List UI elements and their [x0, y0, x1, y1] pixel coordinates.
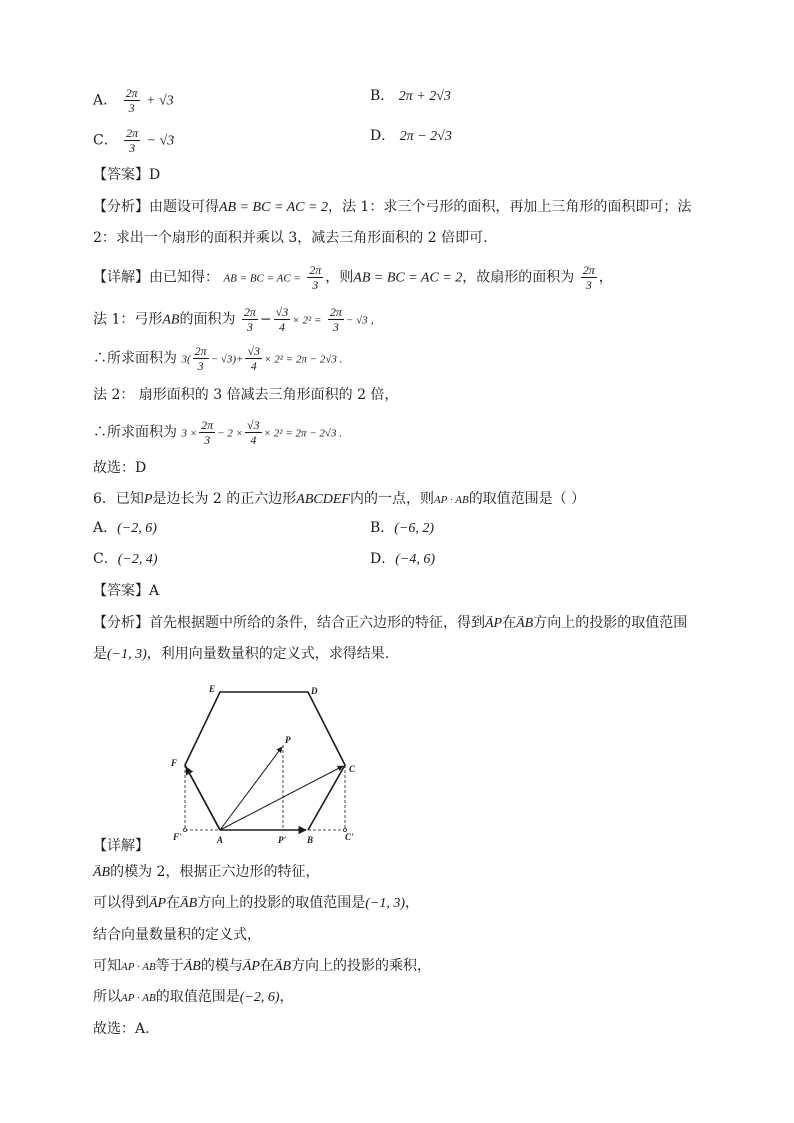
q5-method1-total: ∴所求面积为 3( $\frac{2\pi}{3}$ − √3)+ $\frac{√3}{4}$ × 2² = 2π − 2√3 .	[93, 344, 343, 373]
q6-analysis-line1: 【分析】首先根据题中所给的条件，结合正六边形的特征，得到→ AP在→ AB方向上的投影的取值范围	[93, 613, 687, 634]
option-d-label: D．	[370, 128, 396, 144]
q5-detail-line1: 【详解】由已知得： AB = BC = AC = $\frac{2\pi}{3}$ ，则AB = BC = AC = 2，故扇形的面积为 $\frac{2\pi}{3}$ ，	[93, 263, 613, 292]
vector-ac	[220, 766, 343, 830]
answer-value: D	[149, 167, 161, 183]
q6-detail-line4: 可知AP · AB等于→ AB的模与→ AP在→ AB方向上的投影的乘积，	[93, 956, 431, 977]
q6-detail-tag: 【详解】	[93, 838, 149, 854]
q6-answer: 【答案】A	[93, 583, 160, 599]
option-c-rest: − √3	[146, 133, 175, 149]
q6-analysis-line2: 是(−1, 3)，利用向量数量积的定义式，求得结果.	[93, 646, 390, 662]
answer-tag: 【答案】	[93, 167, 149, 183]
label-p: P	[285, 735, 291, 745]
q6-detail-line3: 结合向量数量积的定义式，	[93, 927, 261, 943]
q5-method2-label: 法 2： 扇形面积的 3 倍减去三角形面积的 2 倍，	[93, 387, 399, 403]
label-c-prime: C'	[345, 832, 354, 842]
q6-detail-line1: → AB的模为 2，根据正六边形的特征，	[93, 862, 319, 883]
vector-af	[186, 767, 220, 830]
hexagon-diagram	[165, 680, 375, 845]
label-f: F	[171, 758, 178, 768]
option-b-label: B．	[370, 88, 395, 104]
q6-choose: 故选：A.	[93, 1021, 150, 1037]
q6-option-b: B．(−6, 2)	[370, 520, 435, 536]
label-p-prime: P'	[278, 835, 286, 845]
q5-option-b	[370, 86, 451, 107]
option-d-text: 2π − 2√3	[399, 129, 452, 144]
q5-analysis-line1: 【分析】由题设可得AB = BC = AC = 2，法 1：求三个弓形的面积，再加上三角形的面积即可；法	[93, 199, 692, 215]
option-b-text: 2π + 2√3	[398, 89, 451, 104]
q5-method1-line: 法 1：弓形AB的面积为 $\frac{2\pi}{3}$ − $\frac{√3}{4}$ × 2² = $\frac{2\pi}{3}$ − √3 ，	[93, 305, 382, 334]
label-e: E	[209, 684, 216, 694]
detail-tag: 【详解】	[93, 269, 149, 286]
q5-analysis-line2: 2：求出一个扇形的面积并乘以 3，减去三角形面积的 2 倍即可.	[93, 230, 488, 246]
label-d: D	[311, 686, 318, 696]
q5-option-d	[370, 126, 452, 147]
vector-ap	[220, 747, 282, 830]
q6-option-a: A．(−2, 6)	[93, 520, 157, 536]
option-c-label: C．	[93, 132, 118, 149]
label-a: A	[217, 835, 224, 845]
option-c-fraction: $\frac{2\pi}{3}$	[126, 126, 139, 155]
q6-stem: 6．已知P是边长为 2 的正六边形ABCDEF内的一点，则AP · AB的取值范围是（ ）	[93, 491, 586, 507]
label-b: B	[307, 835, 314, 845]
analysis-tag: 【分析】	[93, 199, 149, 215]
point-f-prime	[184, 829, 187, 832]
option-a-fraction: $\frac{2\pi}{3}$	[125, 86, 138, 115]
q5-option-c	[93, 126, 174, 155]
q6-detail-line2: 可以得到→ AP在→ AB方向上的投影的取值范围是(−1, 3)，	[93, 893, 419, 914]
q6-option-d: D．(−4, 6)	[370, 551, 436, 567]
option-a-rest: + √3	[146, 93, 174, 109]
label-f-prime: F'	[173, 832, 182, 842]
q6-detail-line5: 所以AP · AB的取值范围是(−2, 6)，	[93, 989, 294, 1005]
q5-choose: 故选：D	[93, 460, 147, 476]
label-c: C	[349, 764, 356, 774]
q5-option-a	[93, 86, 174, 115]
q5-answer	[93, 165, 160, 185]
q6-option-c: C．(−2, 4)	[93, 551, 158, 567]
option-a-label: A．	[93, 92, 118, 109]
hexagon-figure	[165, 680, 375, 849]
q5-method2-total: ∴所求面积为 3 × $\frac{2\pi}{3}$ − 2 × $\frac{√3}{4}$ × 2² = 2π − 2√3 .	[93, 418, 342, 447]
